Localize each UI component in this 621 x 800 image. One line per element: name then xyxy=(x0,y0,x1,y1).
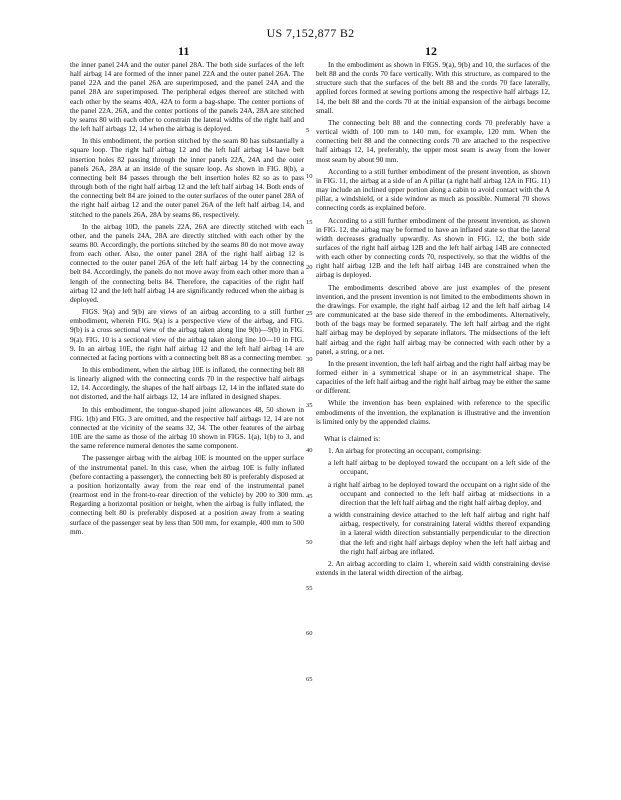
left-column xyxy=(70,60,304,536)
paragraph: In this embodiment, the tongue-shaped joint allowances 48, 50 shown in FIG. 1(b) and FIG. 3 are omitted, and the respective half airbags 12, 14 are not connected at the vicinity of the seams 32, 34. The other features of the airbag 10E are the same as those of the airbag 10 shown in FIGS. 1(a), 1(b) to 3, and the same reference numeral denotes the same component. xyxy=(70,404,304,451)
paragraph: While the invention has been explained with reference to the specific embodiments of the invention, the explanation is illustrative and the invention is limited only by the appended claims. xyxy=(316,398,550,426)
claim-item: a left half airbag to be deployed toward the occupant on a left side of the occupant, xyxy=(328,458,550,477)
paragraph: In the airbag 10D, the panels 22A, 26A are directly stitched with each other, and the panels 24A, 28A are directly stitched with each other by the seams 80. Accordingly, the portions stitched by the seams 80 do not move away from each other. Also, the outer panel 28A of the right half airbag 12 is connected to the outer panel 26A of the left half airbag 14 by the connecting belt 84. Accordingly, the panels do not move away from each other more than a length of the connecting belts 84. Therefore, the capacities of the right half airbag 12 and the left half airbag 14 are significantly reduced when the airbag is deployed. xyxy=(70,221,304,304)
left-column-number: 11 xyxy=(178,44,190,58)
patent-number: US 7,152,877 B2 xyxy=(266,26,355,40)
paragraph: In this embodiment, the portion stitched by the seam 80 has substantially a square loop. The right half airbag 12 and the left half airbag 14 have belt insertion holes 82 passing through the inner panels 22A, 24A and the outer panels 26A, 28A at an inside of the square loop. As shown in FIG. 8(b), a connecting belt 84 passes through the belt insertion holes 82 so as to pass through both of the right half airbag 12 and the left half airbag 14. Both ends of the connecting belt 84 are joined to the outer surfaces of the outer panel 28A of the right half airbag 12 and the outer panel 26A of the left half airbag 14, and stitched to the panels 26A, 28A by seams 86, respectively. xyxy=(70,136,304,219)
line-number: 35 xyxy=(306,402,313,409)
paragraph: the inner panel 24A and the outer panel 28A. The both side surfaces of the left half airbag 14 are formed of the inner panel 22A and the outer panel 26A. The panel 22A and the panel 26A are superimposed, and the panel 24A and the panel 28A are superimposed. The peripheral edges thereof are stitched with each other by the seams 40A, 42A to form a bag-shape. The center portions of the panel 22A, 26A, and the center portions of the panels 24A, 28A are stitched by seams 80 with each other to constrain the lateral widths of the right half and the left half airbags 12, 14 when the airbag is deployed. xyxy=(70,60,304,134)
paragraph: In this embodiment, when the airbag 10E is inflated, the connecting belt 88 is linearly aligned with the connecting cords 70 in the respective half airbags 12, 14. Accordingly, the shapes of the half airbags 12, 14 in the inflated state do not distorted, and the half airbags 12, 14 are inflated in designed shapes. xyxy=(70,365,304,402)
right-column-number: 12 xyxy=(425,44,437,58)
paragraph: The connecting belt 88 and the connecting cords 70 preferably have a vertical width of 100 mm to 140 mm, for example, 120 mm. When the connecting belt 88 and the connecting cords 70 are attached to the respective half airbags 12, 14, preferably, the upper most seam is away from the lower most seam by about 90 mm. xyxy=(316,117,550,164)
claims-title: What is claimed is: xyxy=(324,433,381,443)
line-number: 15 xyxy=(306,219,313,226)
line-number: 60 xyxy=(306,630,313,637)
line-number: 45 xyxy=(306,493,313,500)
claim-item: a width constraining device attached to the left half airbag and right half airbag, respectively, for constraining lateral widths thereof expanding in a lateral width direction substantially perpendicular to the direction that the left and right half airbags deploy when the left half airbag and the right half airbag are inflated. xyxy=(328,510,550,556)
claim-2: 2. An airbag according to claim 1, wherein said width constraining devise extends in the lateral width direction of the airbag. xyxy=(316,558,550,577)
paragraph: The embodiments described above are just examples of the present invention, and the present invention is not limited to the embodiments shown in the drawings. For example, the right half airbag 12 and the left half airbag 14 are communicated at the base side thereof in the embodiments. Alternatively, both of the bags may be formed separately. The left half airbag and the right half airbag may be deployed by separate inflators. The midsections of the left half airbag and the right half airbag may be connected with each other by a panel, a string, or a net. xyxy=(316,282,550,356)
paragraph: FIGS. 9(a) and 9(b) are views of an airbag according to a still further embodiment, wherein FIG. 9(a) is a perspective view of the airbag, and FIG. 9(b) is a cross sectional view of the airbag taken along line 9(b)—9(b) in FIG. 9(a). FIG. 10 is a sectional view of the airbag taken along line 10—10 in FIG. 9. In an airbag 10E, the right half airbag 12 and the left half airbag 14 are connected at facing portions with a connecting belt 88 as a connecting member. xyxy=(70,307,304,362)
paragraph: According to a still further embodiment of the present invention, as shown in FIG. 12, the airbag may be formed to have an inflated state so that the lateral width decreases gradually upwardly. As shown in FIG. 12, the both side surfaces of the right half airbag 12B and the left half airbag 14B are connected with each other by connecting cords 70, respectively, so that the widths of the right half airbag 12B and the left half airbag 14B are constrained when the airbag is deployed. xyxy=(316,215,550,280)
paragraph: In the embodiment as shown in FIGS. 9(a), 9(b) and 10, the surfaces of the belt 88 and the cords 70 face vertically. With this structure, as compared to the structure such that the surfaces of the belt 88 and the cords 70 face laterally, applied forces formed at sewing portions among the respective half airbags 12, 14, the belt 88 and the cords 70 at the initial expansion of the airbags become small. xyxy=(316,60,550,115)
right-column xyxy=(316,60,550,577)
line-number: 20 xyxy=(306,264,313,271)
line-number: 30 xyxy=(306,356,313,363)
line-number: 25 xyxy=(306,310,313,317)
line-number: 55 xyxy=(306,585,313,592)
claim-item: a right half airbag to be deployed toward the occupant on a right side of the occupant and connected to the left half airbag at midsections in a direction that the left half airbag and the right half airbag deploy, and xyxy=(328,479,550,507)
line-number: 10 xyxy=(306,173,313,180)
line-number: 65 xyxy=(306,676,313,683)
paragraph: In the present invention, the left half airbag and the right half airbag may be formed either in a symmetrical shape or in an asymmetrical shape. The capacities of the left half airbag and the right half airbag may be either the same or different. xyxy=(316,358,550,396)
line-number: 5 xyxy=(306,127,310,134)
line-number: 50 xyxy=(306,539,313,546)
claim-1-intro: 1. An airbag for protecting an occupant, comprising: xyxy=(328,446,481,456)
line-number: 40 xyxy=(306,447,313,454)
paragraph: According to a still further embodiment of the present invention, as shown in FIG. 11, the airbag at a side of an A pillar (a right half airbag 12A in FIG. 11) may include an inclined upper portion along a cabin to avoid contact with the A pillar, a windshield, or a side window as much as possible. Numeral 70 shows connecting cords as explained before. xyxy=(316,166,550,213)
paragraph: The passenger airbag with the airbag 10E is mounted on the upper surface of the instrumental panel. In this case, when the airbag 10E is fully inflated (before contacting a passenger), the connecting belt 80 is preferably disposed at a position horizontally away from the rear end of the instrumental panel (rearmost end in the front-to-rear direction of the vehicle) by 200 to 300 mm. Regarding a horizontal position or height, when the airbag is fully inflated, the connecting belt 80 is preferably disposed at a position away from a seating surface of the passenger seat by less than 500 mm, for example, 400 mm to 500 mm. xyxy=(70,453,304,536)
